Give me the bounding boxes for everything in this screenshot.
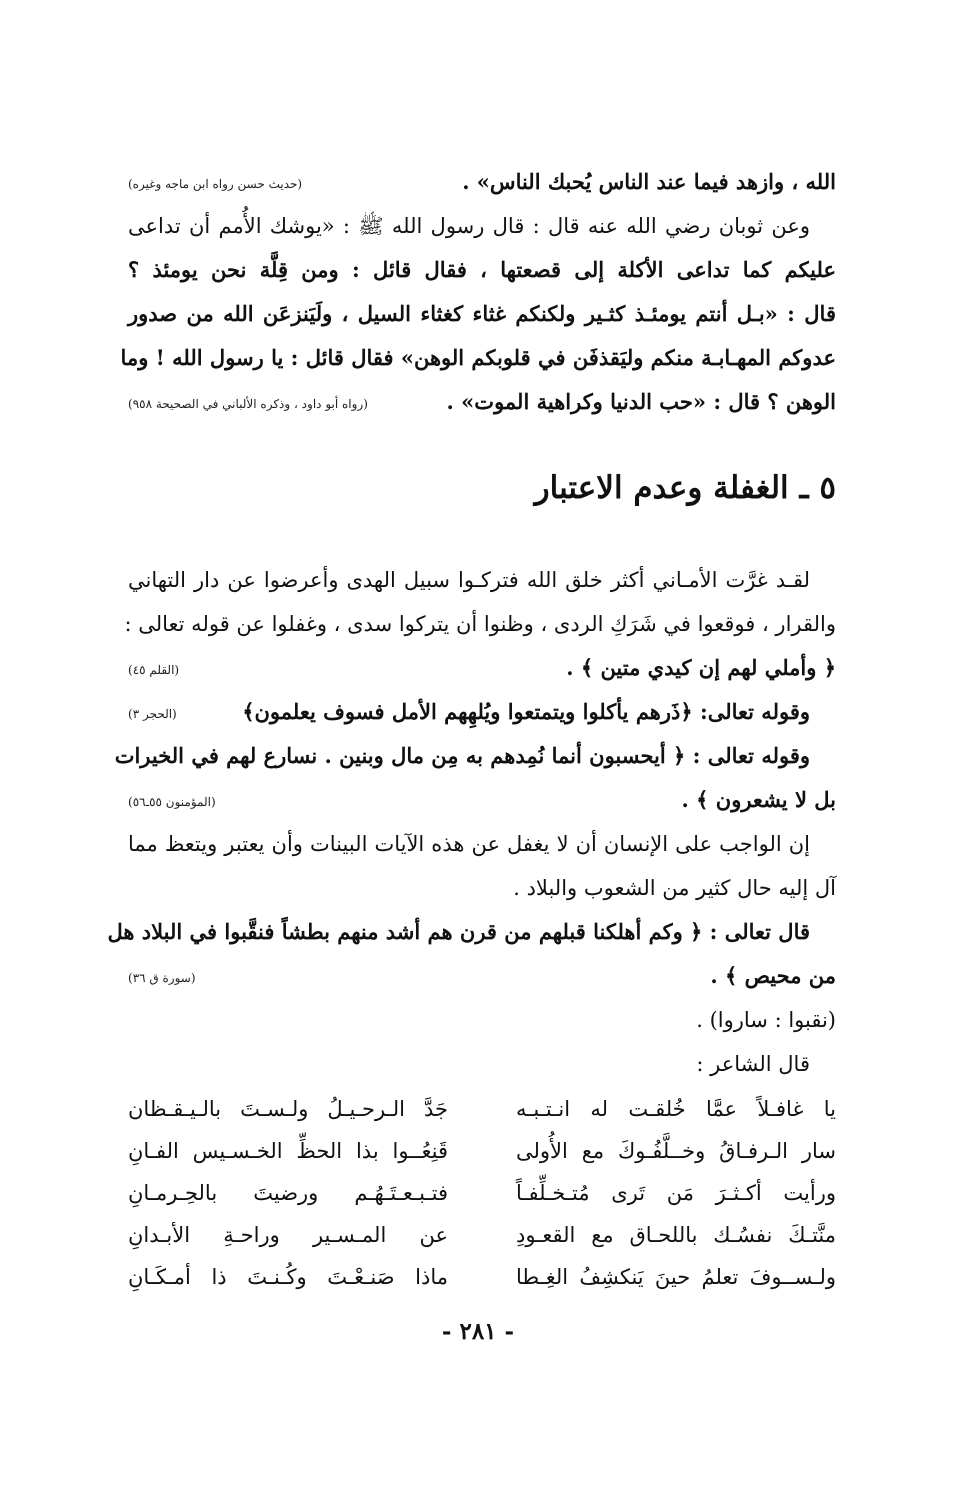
text-line bbox=[128, 248, 836, 292]
citation: (رواه أبو داود ، وذكره الألباني في الصحيحة ٩٥٨) bbox=[128, 397, 368, 411]
poem-first-hemistich: سار الـرفـاقُ وخــلَّفُـوكَ مع الأُولى bbox=[516, 1139, 836, 1163]
page-number: - ٢٨١ - bbox=[441, 1318, 515, 1345]
poem-second-hemistich: ماذا صَنـعْـتَ وكُـنـتَ ذا أمـكَـانِ bbox=[128, 1265, 448, 1289]
verse-line: ﴿ وأملي لهم إن كيدي متين ﴾ . bbox=[566, 655, 836, 680]
text-line bbox=[124, 602, 836, 646]
poem-verse bbox=[128, 1214, 836, 1256]
text-line bbox=[128, 998, 836, 1042]
poem-verse bbox=[128, 1172, 836, 1214]
poem-first-hemistich: منَّتـكَ نفسُـك باللحـاق مع القعـودِ bbox=[516, 1223, 836, 1247]
paragraph-line: إن الواجب على الإنسان أن لا يغفل عن هذه الآيات البينات وأن يعتبر ويتعظ مما bbox=[128, 832, 810, 856]
text-line bbox=[128, 160, 836, 204]
poem-second-hemistich: قَنِعُــوا بذا الحظِّ الخـسـيس الفـانِ bbox=[128, 1139, 448, 1163]
citation: (حديث حسن رواه ابن ماجه وغيره) bbox=[128, 177, 303, 191]
text-line bbox=[128, 1042, 836, 1086]
text-line bbox=[128, 646, 836, 690]
poem-first-hemistich: ولـســوفَ تعلمُ حينَ يَنكشِفُ الغِـطا bbox=[516, 1265, 836, 1289]
text-line bbox=[128, 954, 836, 998]
citation: (القلم ٤٥) bbox=[128, 663, 180, 677]
verse-line: قال تعالى : ﴿ وكم أهلكنا قبلهم من قرن هم أشد منهم بطشاً فنقَّبوا في البلاد هل bbox=[107, 919, 810, 944]
paragraph-line: (نقبوا : ساروا) . bbox=[696, 1008, 836, 1032]
verse-line: بل لا يشعرون ﴾ . bbox=[681, 787, 836, 812]
text-line bbox=[128, 866, 836, 910]
citation: (سورة ق ٣٦) bbox=[128, 971, 196, 985]
text-line bbox=[128, 204, 836, 248]
section-heading: ٥ ـ الغفلة وعدم الاعتبار bbox=[534, 470, 836, 506]
poem-second-hemistich: عن المـسـير وراحـةِ الأبـدانِ bbox=[128, 1223, 448, 1247]
poem-first-hemistich: ورأيت أكـثـرَ مَن تَرى مُتـخـلِّفـاً bbox=[516, 1181, 836, 1205]
poem bbox=[128, 1088, 836, 1298]
verse-line: وقوله تعالى: ﴿ذَرهم يأكلوا ويتمتعوا ويُلهِهم الأمل فسوف يعلمون﴾ bbox=[242, 699, 810, 724]
text-line bbox=[128, 690, 836, 734]
poem-second-hemistich: فتـبـعـتَـهُـم ورضيتَ بالحِـرمـانِ bbox=[128, 1181, 448, 1205]
hadith-line: وعن ثوبان رضي الله عنه قال : قال رسول الله ﷺ : «يوشك الأُمم أن تداعى bbox=[128, 214, 810, 238]
text-line bbox=[120, 336, 836, 380]
hadith-line: قال : «بـل أنتم يومئـذ كثـير ولكنكم غثاء كغثاء السيل ، ولَيَنزعَن الله من صدور bbox=[128, 301, 836, 326]
verse-line: من محيص ﴾ . bbox=[710, 963, 836, 988]
text-line bbox=[107, 910, 836, 954]
hadith-line: عليكم كما تداعى الأكلة إلى قصعتها ، فقال قائل : ومن قِلَّة نحن يومئذ ؟ bbox=[128, 257, 836, 282]
paragraph-line: لقـد غرَّت الأمـاني أكثر خلق الله فتركـوا سبيل الهدى وأعرضوا عن دار التهاني bbox=[128, 568, 810, 592]
text-line bbox=[128, 558, 836, 602]
page-content bbox=[107, 160, 836, 1360]
poem-verse bbox=[128, 1256, 836, 1298]
paragraph-line: قال الشاعر : bbox=[696, 1052, 810, 1076]
hadith-end-line: الله ، وازهد فيما عند الناس يُحبك الناس» . bbox=[462, 169, 836, 194]
citation: (الحجر ٣) bbox=[128, 707, 177, 721]
paragraph-line: آل إليه حال كثير من الشعوب والبلاد . bbox=[513, 876, 836, 900]
text-line bbox=[114, 734, 836, 778]
text-line bbox=[128, 380, 836, 424]
hadith-line: الوهن ؟ قال : «حب الدنيا وكراهية الموت» . bbox=[446, 389, 836, 414]
poem-verse bbox=[128, 1130, 836, 1172]
text-line bbox=[128, 822, 836, 866]
paragraph-line: والقرار ، فوقعوا في شَرَكِ الردى ، وظنوا أن يتركوا سدى ، وغفلوا عن قوله تعالى : bbox=[124, 612, 836, 636]
text-line bbox=[128, 778, 836, 822]
poem-second-hemistich: جَدَّ الـرحـيـلُ ولـسـتَ بالـيـقـظان bbox=[128, 1097, 448, 1121]
poem-verse bbox=[128, 1088, 836, 1130]
verse-line: وقوله تعالى : ﴿ أيحسبون أنما نُمِدهم به مِن مال وبنين . نسارع لهم في الخيرات bbox=[114, 743, 810, 768]
text-line bbox=[128, 292, 836, 336]
citation: (المؤمنون ٥٥ـ٥٦) bbox=[128, 795, 216, 809]
poem-first-hemistich: يا غافـلاً عمَّا خُلقـت له انـتـبـه bbox=[516, 1097, 836, 1121]
hadith-line: عدوكم المهـابـة منكم وليَقذفَن في قلوبكم الوهن» فقال قائل : يا رسول الله ! وما bbox=[120, 345, 836, 370]
